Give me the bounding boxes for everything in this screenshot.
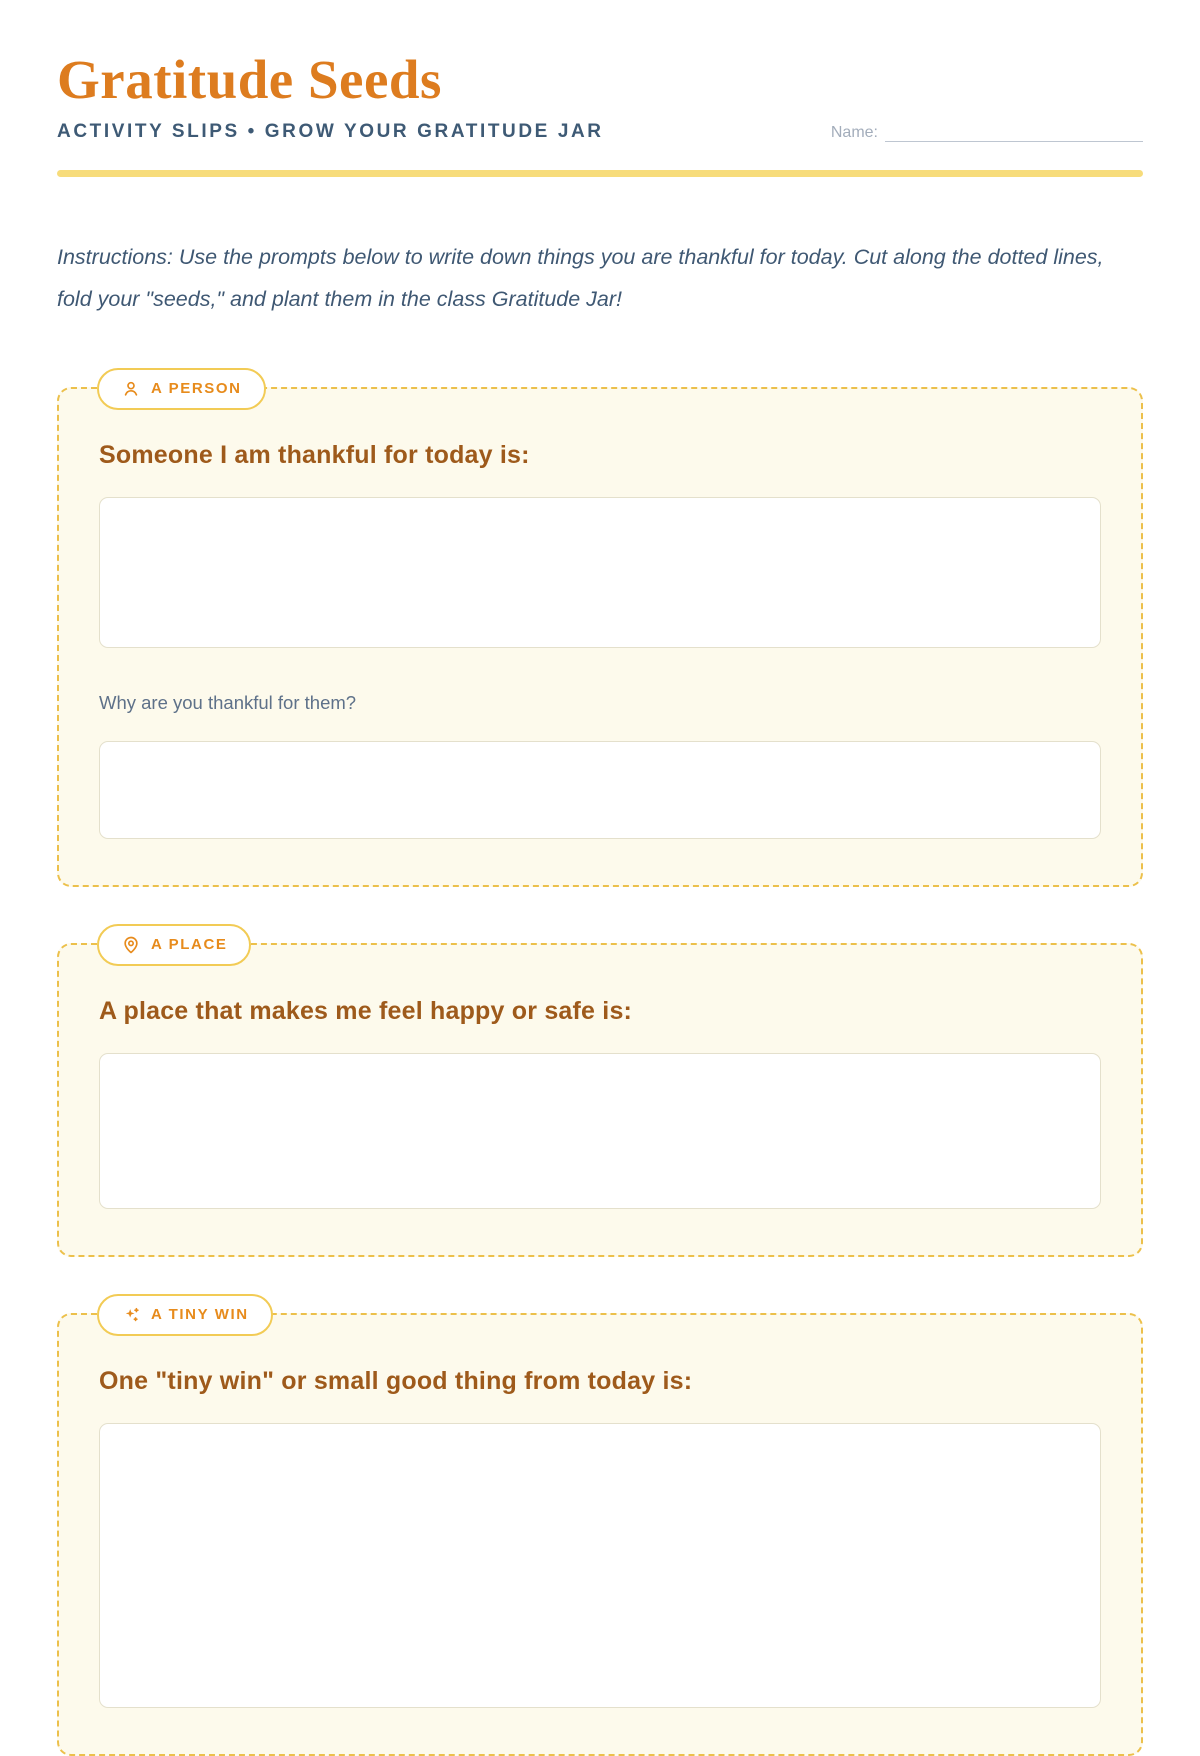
name-fill-line[interactable] <box>885 127 1143 142</box>
badge-label: A TINY WIN <box>151 1306 249 1324</box>
name-field <box>831 124 1143 143</box>
tiny-win-answer-input[interactable] <box>99 1423 1101 1708</box>
card-a-tiny-win <box>57 1306 1143 1756</box>
instructions-text: Instructions: Use the prompts below to write down things you are thankful for today. Cut along the dotted lines, fold your "seeds," and plant them in the class Gratitude Jar! <box>57 245 1104 311</box>
subtitle-row <box>57 121 1143 143</box>
sparkle-icon <box>121 1305 141 1325</box>
person-icon <box>121 379 141 399</box>
prompt-tiny-win: One "tiny win" or small good thing from today is: <box>99 1366 693 1395</box>
badge-a-place <box>97 924 251 966</box>
name-label: Name: <box>830 124 878 141</box>
prompt-place: A place that makes me feel happy or safe is: <box>99 996 633 1025</box>
person-reason-label: Why are you thankful for them? <box>99 691 357 713</box>
card-a-person <box>57 380 1143 887</box>
person-reason-input[interactable] <box>99 741 1101 839</box>
header <box>57 49 1143 177</box>
page-subtitle: ACTIVITY SLIPS • GROW YOUR GRATITUDE JAR <box>57 121 604 142</box>
prompt-person: Someone I am thankful for today is: <box>99 440 530 469</box>
badge-a-person <box>97 368 266 410</box>
person-answer-input[interactable] <box>99 497 1101 648</box>
badge-label: A PLACE <box>151 936 228 954</box>
card-a-place <box>57 936 1143 1257</box>
page-title: Gratitude Seeds <box>57 49 442 110</box>
divider-rule <box>57 170 1143 177</box>
map-pin-icon <box>121 935 141 955</box>
place-answer-input[interactable] <box>99 1053 1101 1209</box>
badge-label: A PERSON <box>151 380 242 398</box>
badge-a-tiny-win <box>97 1294 273 1336</box>
